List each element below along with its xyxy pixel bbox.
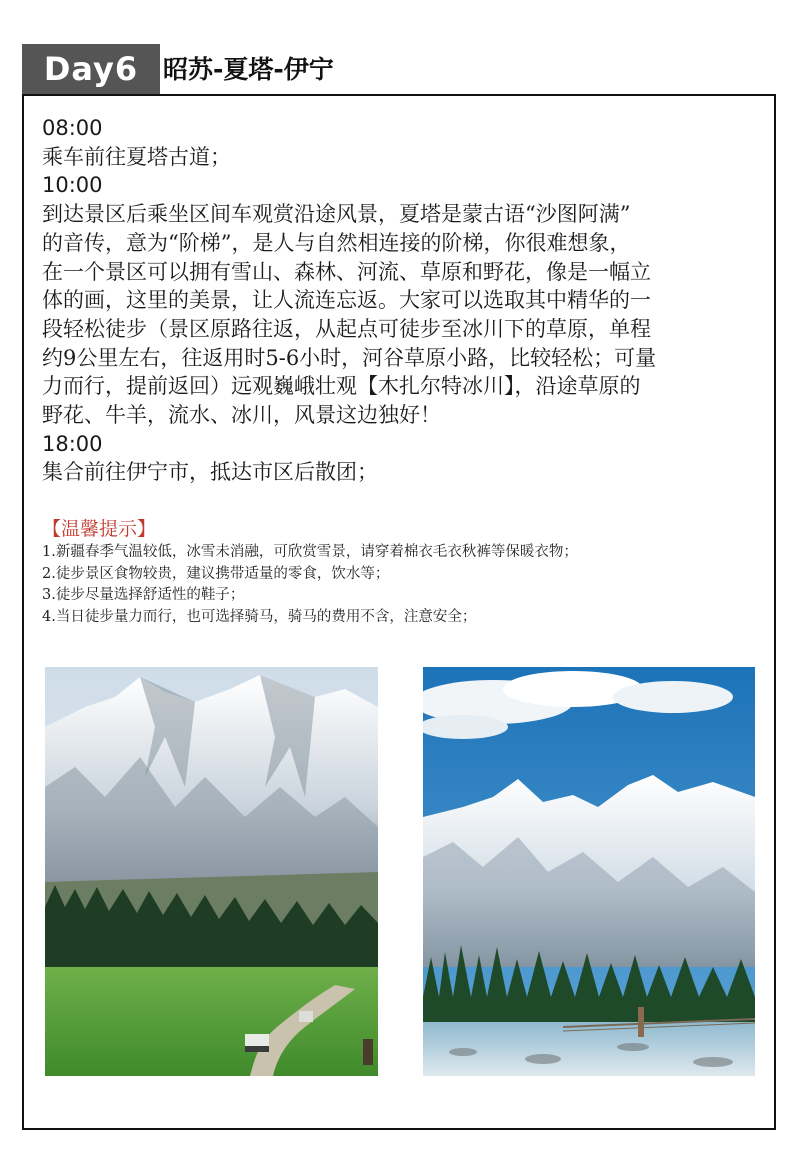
- itinerary-text: 野花、牛羊，流水、冰川，风景这边独好！: [42, 403, 441, 428]
- itinerary-content: [42, 114, 762, 487]
- itinerary-text: 乘车前往夏塔古道；: [42, 144, 231, 169]
- photo-left-mountain-meadow: [45, 667, 378, 1076]
- day-route-title: 昭苏-夏塔-伊宁: [163, 55, 334, 84]
- day-badge: Day6: [22, 44, 160, 94]
- itinerary-text: 约9公里左右，往返用时5-6小时，河谷草原小路，比较轻松；可量: [42, 345, 657, 370]
- itinerary-text: 集合前往伊宁市，抵达市区后散团；: [42, 460, 378, 485]
- itinerary-text: 体的画，这里的美景，让人流连忘返。大家可以选取其中精华的一: [42, 288, 651, 313]
- itinerary-text: 段轻松徒步（景区原路往返，从起点可徒步至冰川下的草原，单程: [42, 316, 651, 341]
- tips-title: 【温馨提示】: [42, 518, 157, 540]
- time-0800: 08:00: [42, 116, 103, 140]
- time-1000: 10:00: [42, 173, 103, 198]
- tip-item: 4.当日徒步量力而行，也可选择骑马，骑马的费用不含，注意安全；: [42, 608, 477, 625]
- tip-item: 2.徒步景区食物较贵，建议携带适量的零食，饮水等；: [42, 565, 390, 582]
- itinerary-text: 到达景区后乘坐区间车观赏沿途风景，夏塔是蒙古语“沙图阿满”: [42, 202, 631, 227]
- tips-section: [42, 516, 762, 628]
- photo-right-mountain-river: [423, 667, 755, 1076]
- itinerary-text: 在一个景区可以拥有雪山、森林、河流、草原和野花，像是一幅立: [42, 259, 651, 284]
- itinerary-text: 的音传，意为“阶梯”，是人与自然相连接的阶梯，你很难想象，: [42, 230, 631, 255]
- tip-item: 1.新疆春季气温较低，冰雪未消融，可欣赏雪景，请穿着棉衣毛衣秋裤等保暖衣物；: [42, 544, 578, 560]
- tip-item: 3.徒步尽量选择舒适性的鞋子；: [42, 587, 245, 603]
- time-1800: 18:00: [42, 431, 103, 456]
- itinerary-text: 力而行，提前返回）远观巍峨壮观【木扎尔特冰川】，沿途草原的: [42, 374, 641, 399]
